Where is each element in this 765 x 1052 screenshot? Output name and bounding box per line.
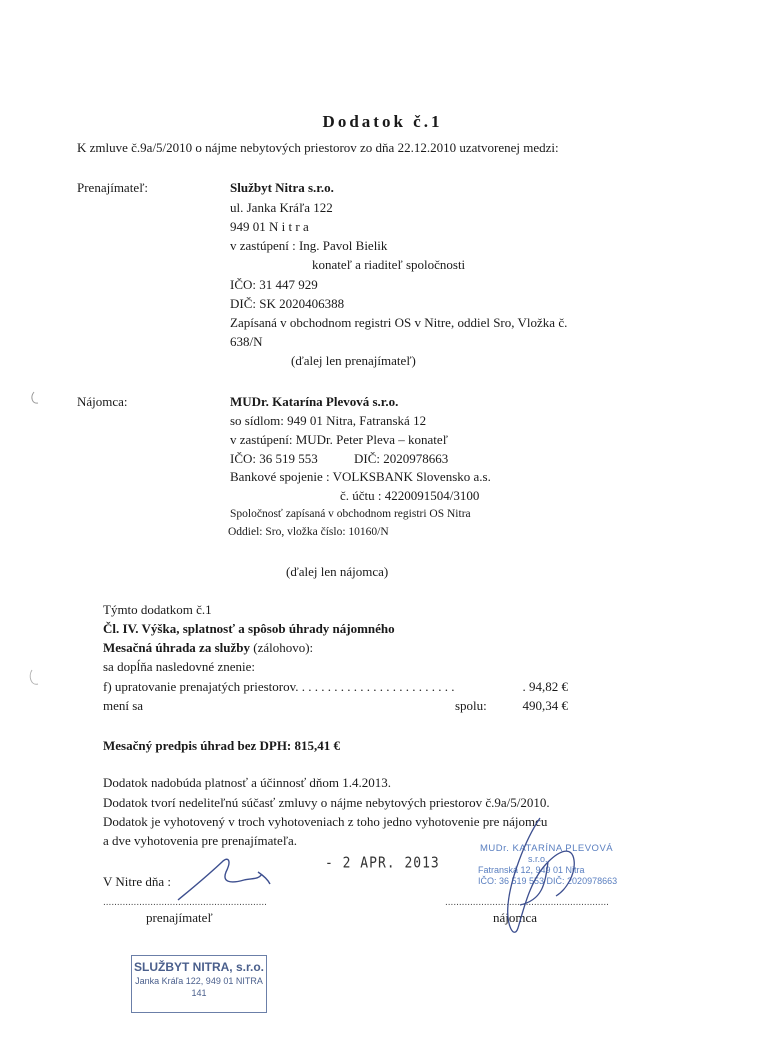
- place-date-label: V Nitre dňa :: [103, 874, 171, 889]
- landlord-signature-label: prenajímateľ: [146, 910, 213, 925]
- landlord-stamp-name: SLUŽBYT NITRA, s.r.o.: [133, 960, 264, 974]
- monthly-services-line: [103, 638, 313, 657]
- tenant-stamp-name: MUDr. KATARÍNA PLEVOVÁ: [480, 843, 614, 854]
- tenant-ico: IČO: 36 519 553: [230, 451, 318, 466]
- monthly-prescription: Mesačný predpis úhrad bez DPH: 815,41 €: [103, 738, 341, 753]
- landlord-street: ul. Janka Kráľa 122: [230, 200, 333, 215]
- amendment-article: Čl. IV. Výška, splatnosť a spôsob úhrady nájomného: [103, 621, 395, 636]
- tenant-name: MUDr. Katarína Plevová s.r.o.: [230, 394, 399, 409]
- monthly-services-bold: Mesačná úhrada za služby: [103, 640, 250, 655]
- changes-line: mení sa: [103, 698, 144, 713]
- landlord-ico: IČO: 31 447 929: [230, 277, 318, 292]
- tenant-stamp-address: Fatranská 12, 949 01 Nitra: [478, 865, 585, 875]
- tenant-stamp-ids: IČO: 36 519 553 DIČ: 2020978663: [478, 876, 618, 886]
- landlord-stamp: [131, 955, 267, 1013]
- margin-mark-lower: [30, 670, 38, 684]
- document-title: Dodatok č.1: [322, 112, 443, 131]
- closing-line3: Dodatok je vyhotovený v troch vyhotoveniach z toho jedno vyhotovenie pre nájomcu: [103, 814, 548, 829]
- landlord-label: Prenajímateľ:: [77, 180, 148, 195]
- closing-line1: Dodatok nadobúda platnosť a účinnosť dňom 1.4.2013.: [103, 775, 392, 790]
- tenant-label: Nájomca:: [77, 394, 128, 409]
- tenant-registry-line2: Oddiel: Sro, vložka číslo: 10160/N: [228, 526, 389, 538]
- total-value: 490,34 €: [522, 698, 568, 713]
- landlord-role: konateľ a riaditeľ spoločnosti: [312, 257, 466, 272]
- landlord-stamp-address: Janka Kráľa 122, 949 01 NITRA: [135, 976, 263, 986]
- signature-line-right: ...........................................................: [445, 897, 609, 908]
- item-cleaning-label: f) upratovanie prenajatých priestorov. . . . . . . . . . . . . . . . . . . . . . . . .: [103, 679, 455, 694]
- intro-line: K zmluve č.9a/5/2010 o nájme nebytových priestorov zo dňa 22.12.2010 uzatvorenej medzi:: [77, 140, 559, 155]
- amendment-intro: Týmto dodatkom č.1: [103, 602, 212, 617]
- closing-line4: a dve vyhotovenia pre prenajímateľa.: [103, 833, 298, 848]
- date-stamp: - 2 APR. 2013: [325, 854, 440, 873]
- landlord-alias: (ďalej len prenajímateľ): [291, 353, 416, 368]
- supplement-line: sa dopĺňa nasledovné znenie:: [103, 659, 255, 674]
- tenant-representative: v zastúpení: MUDr. Peter Pleva – konateľ: [230, 432, 448, 447]
- tenant-dic: DIČ: 2020978663: [354, 451, 449, 466]
- landlord-name: Službyt Nitra s.r.o.: [230, 180, 334, 195]
- monthly-services-rest: (zálohovo):: [249, 640, 314, 655]
- tenant-stamp-type: s.r.o.: [528, 854, 548, 864]
- landlord-city: 949 01 N i t r a: [230, 219, 309, 234]
- total-label: spolu:: [455, 698, 487, 713]
- landlord-stamp-number: 141: [191, 988, 207, 998]
- tenant-alias: (ďalej len nájomca): [286, 564, 389, 579]
- signature-line-left: ...........................................................: [103, 897, 267, 908]
- landlord-dic: DIČ: SK 2020406388: [230, 296, 345, 311]
- landlord-representative: v zastúpení : Ing. Pavol Bielik: [230, 238, 388, 253]
- item-cleaning-value: . 94,82 €: [522, 679, 568, 694]
- tenant-stamp: [468, 843, 618, 887]
- closing-line2: Dodatok tvorí nedeliteľnú súčasť zmluvy o nájme nebytových priestorov č.9a/5/2010.: [103, 795, 550, 810]
- margin-mark-upper: [32, 392, 38, 403]
- tenant-seat: so sídlom: 949 01 Nitra, Fatranská 12: [230, 413, 427, 428]
- landlord-registry-line2: 638/N: [230, 334, 263, 349]
- tenant-bank: Bankové spojenie : VOLKSBANK Slovensko a.s.: [230, 469, 491, 484]
- tenant-signature-label: nájomca: [493, 910, 538, 925]
- tenant-account: č. účtu : 4220091504/3100: [340, 488, 480, 503]
- tenant-registry-line1: Spoločnosť zapísaná v obchodnom registri OS Nitra: [230, 508, 471, 520]
- landlord-registry-line1: Zapísaná v obchodnom registri OS v Nitre, oddiel Sro, Vložka č.: [230, 315, 568, 330]
